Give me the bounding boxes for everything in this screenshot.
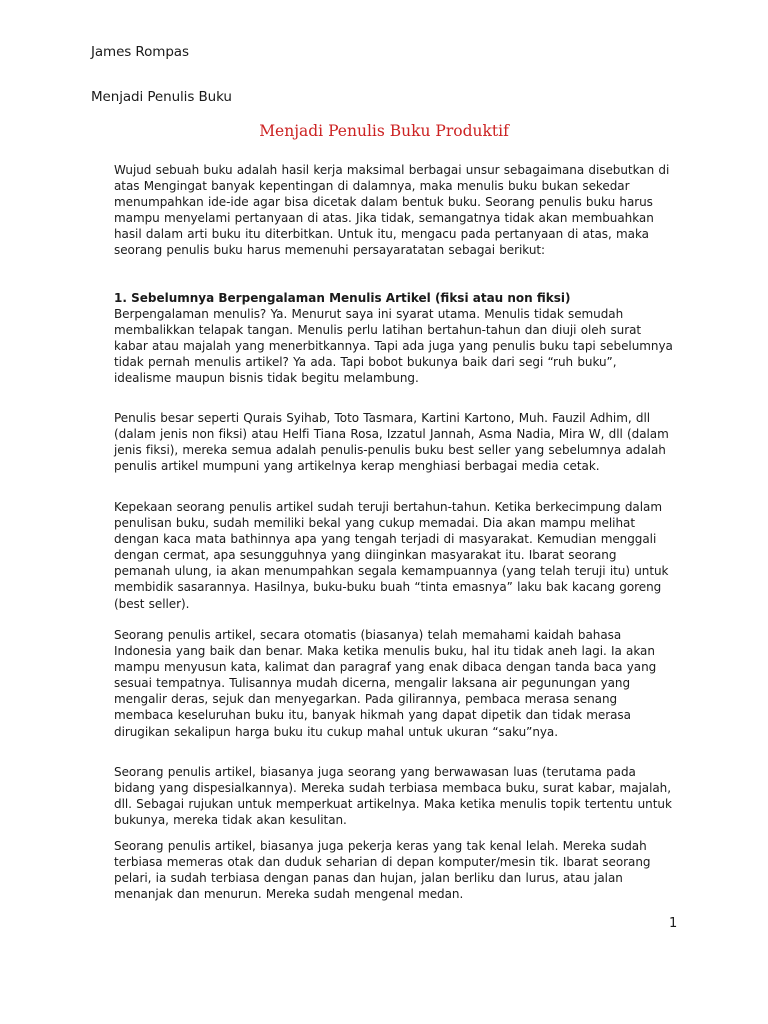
page-number: 1 [669, 916, 678, 931]
body-paragraph: Seorang penulis artikel, biasanya juga pekerja keras yang tak kenal lelah. Mereka sudah terbiasa memeras otak dan duduk seharian di depan komputer/mesin tik. Ibarat seorang pelari, ia sudah terbiasa dengan panas dan hujan, jalan berliku dan lurus, atau jalan menanjak dan menurun. Mereka sudah mengenal medan. [114, 839, 651, 902]
document-label: Menjadi Penulis Buku [91, 89, 232, 105]
body-paragraph: Seorang penulis artikel, biasanya juga seorang yang berwawasan luas (terutama pada bidang yang dispesialkannya). Mereka sudah terbiasa membaca buku, surat kabar, majalah, dll. Sebagai rujukan untuk memperkuat artikelnya. Maka ketika menulis topik tertentu untuk bukunya, mereka tidak akan kesulitan. [114, 765, 672, 828]
section-paragraph: Berpengalaman menulis? Ya. Menurut saya ini syarat utama. Menulis tidak semudah membalikkan telapak tangan. Menulis perlu latihan bertahun-tahun dan diuji oleh surat kabar atau majalah yang menerbitkannya. Tapi ada juga yang penulis buku tapi sebelumnya tidak pernah menulis artikel? Ya ada. Tapi bobot bukunya baik dari segi “ruh buku”, idealisme maupun bisnis tidak begitu melambung. [114, 307, 673, 386]
article-title: Menjadi Penulis Buku Produktif [259, 122, 509, 140]
body-paragraph: Seorang penulis artikel, secara otomatis (biasanya) telah memahami kaidah bahasa Indonesia yang baik dan benar. Maka ketika menulis buku, hal itu tidak aneh lagi. Ia akan mampu menyusun kata, kalimat dan paragraf yang enak dibaca dengan tanda baca yang sesuai tempatnya. Tulisannya mudah dicerna, mengalir laksana air pegunungan yang mengalir deras, sejuk dan menyegarkan. Pada gilirannya, pembaca merasa senang membaca keseluruhan buku itu, banyak hikmah yang dapat dipetik dan tidak merasa dirugikan sekalipun harga buku itu cukup mahal untuk ukuran “saku”nya. [114, 628, 657, 739]
body-paragraph: Penulis besar seperti Qurais Syihab, Toto Tasmara, Kartini Kartono, Muh. Fauzil Adhim, dll (dalam jenis non fiksi) atau Helfi Tiana Rosa, Izzatul Jannah, Asma Nadia, Mira W, dll (dalam jenis fiksi), mereka semua adalah penulis-penulis buku best seller yang sebelumnya adalah penulis artikel mumpuni yang artikelnya kerap menghiasi berbagai media cetak. [114, 411, 669, 474]
body-paragraph: Kepekaan seorang penulis artikel sudah teruji bertahun-tahun. Ketika berkecimpung dalam penulisan buku, sudah memiliki bekal yang cukup memadai. Dia akan mampu melihat dengan kaca mata bathinnya apa yang tengah terjadi di masyarakat. Kemudian menggali dengan cermat, apa sesungguhnya yang diinginkan masyarakat itu. Ibarat seorang pemanah ulung, ia akan menumpahkan segala kemampuannya (yang telah teruji itu) untuk membidik sasarannya. Hasilnya, buku-buku buah “tinta emasnya” laku bak kacang goreng (best seller). [114, 500, 669, 611]
section-heading: 1. Sebelumnya Berpengalaman Menulis Artikel (fiksi atau non fiksi) [114, 291, 571, 305]
intro-paragraph: Wujud sebuah buku adalah hasil kerja maksimal berbagai unsur sebagaimana disebutkan di atas Mengingat banyak kepentingan di dalamnya, maka menulis buku bukan sekedar menumpahkan ide-ide agar bisa dicetak dalam bentuk buku. Seorang penulis buku harus mampu menyelami pertanyaan di atas. Jika tidak, semangatnya tidak akan membuahkan hasil dalam arti buku itu diterbitkan. Untuk itu, mengacu pada pertanyaan di atas, maka seorang penulis buku harus memenuhi persayaratatan sebagai berikut: [114, 163, 670, 258]
author-name: James Rompas [91, 44, 189, 60]
